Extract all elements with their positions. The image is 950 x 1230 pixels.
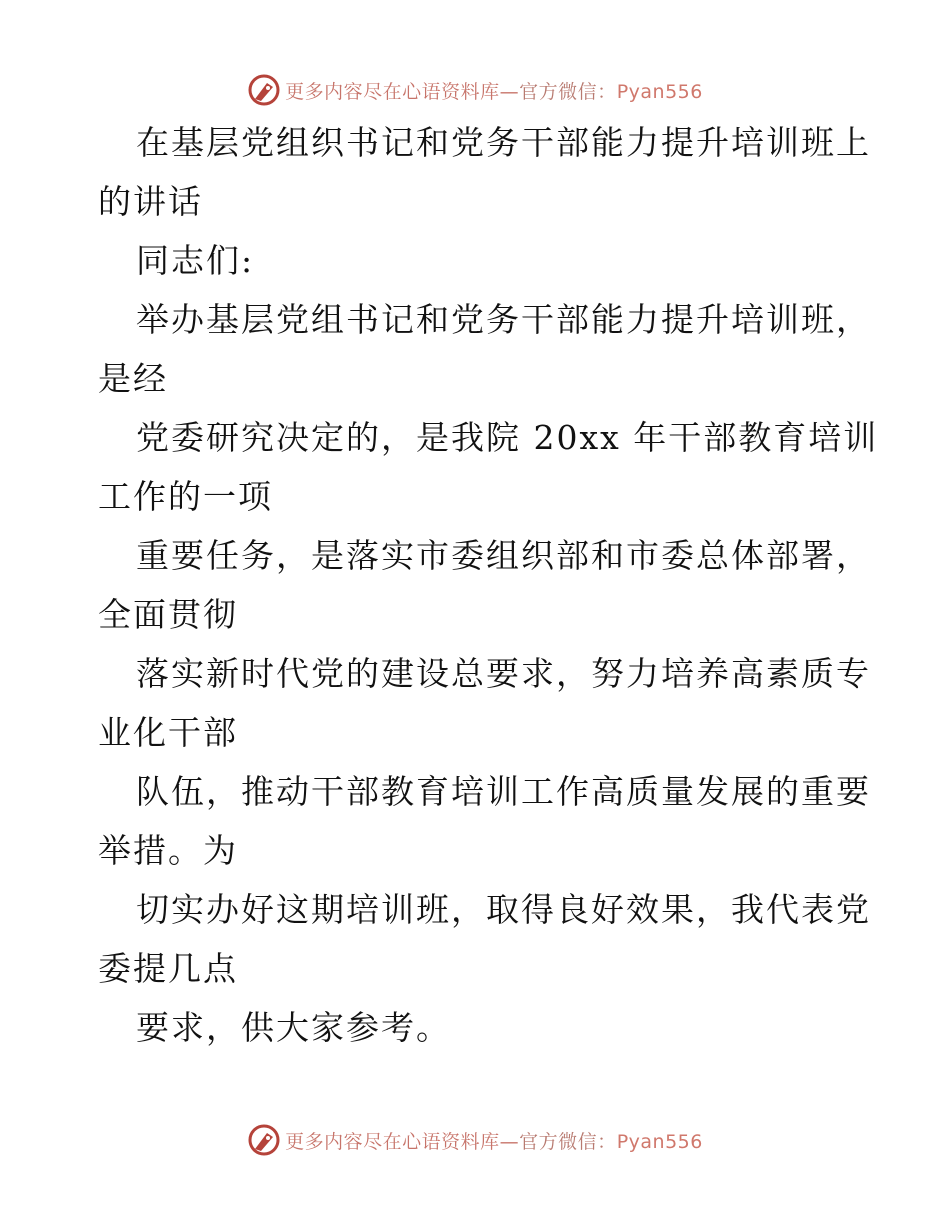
banner-dash: — bbox=[499, 1130, 520, 1153]
banner-text bbox=[285, 77, 703, 104]
paragraph-line: 全面贯彻 bbox=[98, 595, 238, 634]
paragraph-line: 工作的一项 bbox=[98, 477, 273, 516]
paragraph-line: 切实办好这期培训班，取得良好效果，我代表党 bbox=[136, 890, 871, 929]
title-line-2: 的讲话 bbox=[98, 182, 203, 221]
paragraph-line: 委提几点 bbox=[98, 949, 238, 988]
paragraph-line: 重要任务，是落实市委组织部和市委总体部署， bbox=[136, 536, 871, 575]
salutation: 同志们: bbox=[136, 241, 255, 280]
banner-wechat-id: Pyan556 bbox=[616, 80, 703, 103]
paragraph-line: 要求，供大家参考。 bbox=[136, 1008, 451, 1047]
paragraph-line: 举办基层党组书记和党务干部能力提升培训班， bbox=[136, 300, 871, 339]
paragraph-line: 落实新时代党的建设总要求，努力培养高素质专 bbox=[136, 654, 871, 693]
banner-slogan: 更多内容尽在心语资料库 bbox=[285, 1130, 500, 1153]
paragraph-line: 举措。为 bbox=[98, 831, 238, 870]
pen-nib-logo-icon bbox=[247, 1123, 281, 1157]
paragraph-line: 党委研究决定的，是我院 20xx 年干部教育培训 bbox=[136, 418, 879, 457]
paragraph-line: 是经 bbox=[98, 359, 168, 398]
title-line-1: 在基层党组织书记和党务干部能力提升培训班上 bbox=[136, 123, 871, 162]
footer-banner bbox=[0, 1120, 950, 1160]
banner-slogan: 更多内容尽在心语资料库 bbox=[285, 80, 500, 103]
header-banner bbox=[0, 70, 950, 110]
paragraph-line: 业化干部 bbox=[98, 713, 238, 752]
banner-wechat-label: 官方微信： bbox=[519, 1130, 617, 1153]
pen-nib-logo-icon bbox=[247, 73, 281, 107]
paragraph-line: 队伍，推动干部教育培训工作高质量发展的重要 bbox=[136, 772, 871, 811]
banner-wechat-id: Pyan556 bbox=[616, 1130, 703, 1153]
banner-text bbox=[285, 1127, 703, 1154]
banner-wechat-label: 官方微信： bbox=[519, 80, 617, 103]
banner-dash: — bbox=[499, 80, 520, 103]
